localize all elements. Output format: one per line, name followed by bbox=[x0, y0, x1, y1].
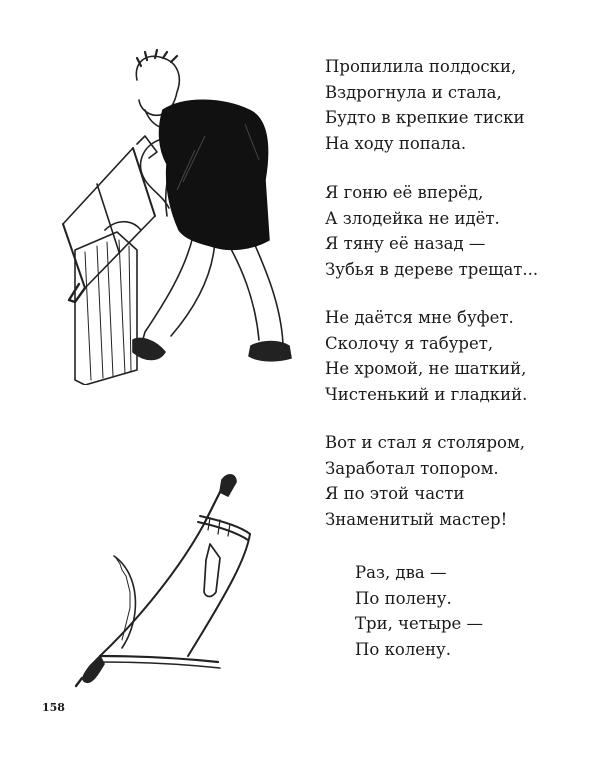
poem-line: Вот и стал я столяром, bbox=[325, 433, 526, 452]
stanza-2 bbox=[325, 180, 538, 282]
poem-line: Я гоню её вперёд, bbox=[325, 183, 484, 202]
bow-saw-illustration bbox=[70, 468, 260, 688]
poem-line: По полену. bbox=[355, 588, 452, 608]
poem-line: Будто в крепкие тиски bbox=[325, 108, 525, 127]
poem-line: Сколочу я табурет, bbox=[325, 333, 494, 353]
stanza-4 bbox=[325, 430, 525, 532]
stanza-5 bbox=[355, 560, 483, 662]
poem-line: На ходу попала. bbox=[325, 133, 467, 153]
stanza-3 bbox=[325, 305, 527, 407]
poem-line: Вздрогнула и стала, bbox=[325, 82, 502, 102]
poem-line: Три, четыре — bbox=[355, 614, 484, 633]
poem-line: Зубья в дереве трещат... bbox=[325, 259, 539, 279]
poem-line: Пропилила полдоски, bbox=[325, 57, 517, 76]
page-number: 158 bbox=[42, 701, 65, 714]
boy-sawing-illustration bbox=[45, 40, 305, 385]
poem-line: Заработал топором. bbox=[325, 458, 499, 478]
poem-line: Я по этой части bbox=[325, 484, 465, 503]
stanza-1 bbox=[325, 54, 524, 156]
poem-line: Не даётся мне буфет. bbox=[325, 308, 514, 327]
poem-line: По колену. bbox=[355, 639, 452, 659]
poem-line: Знаменитый мастер! bbox=[325, 509, 508, 529]
poem-line: Чистенький и гладкий. bbox=[325, 384, 528, 404]
poem-line: Я тяну её назад — bbox=[325, 234, 486, 253]
poem-line: Раз, два — bbox=[355, 563, 447, 582]
poem-line: А злодейка не идёт. bbox=[325, 208, 500, 228]
poem-line: Не хромой, не шаткий, bbox=[325, 359, 527, 378]
